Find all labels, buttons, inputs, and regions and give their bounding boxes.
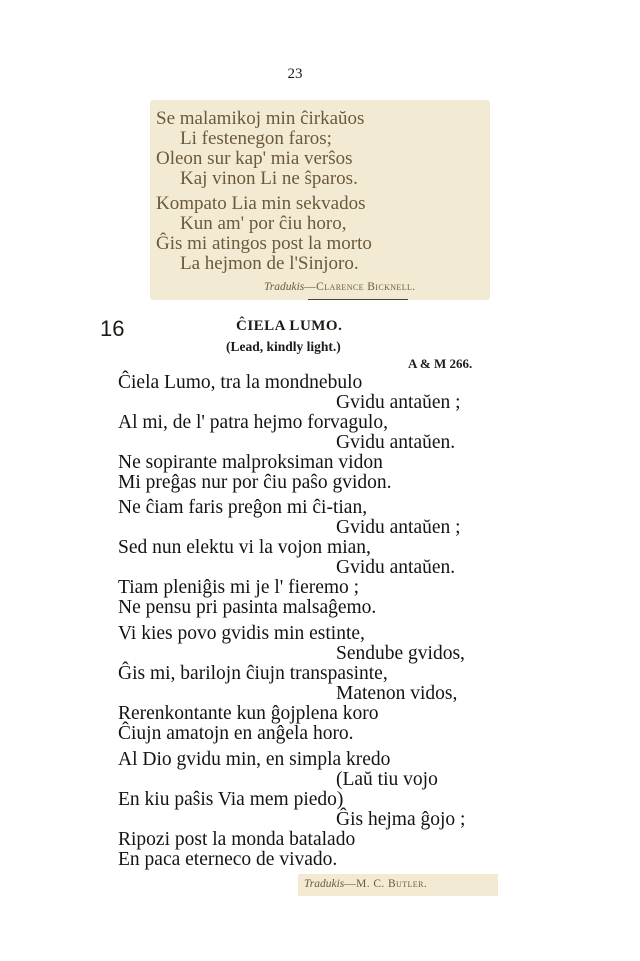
verse-line: En kiu paŝis Via mem piedo) <box>118 789 344 810</box>
verse-line: Al Dio gvidu min, en simpla kredo <box>118 749 391 770</box>
verse-line: Kaj vinon Li ne ŝparos. <box>180 168 358 189</box>
verse-line: Matenon vidos, <box>336 683 458 704</box>
hymn-subtitle: (Lead, kindly light.) <box>226 339 341 354</box>
hymn-number: 16 <box>100 316 125 341</box>
verse-line: Vi kies povo gvidis min estinte, <box>118 623 365 644</box>
translator-credit <box>264 281 416 293</box>
verse-line: Gvidu antaŭen ; <box>336 392 461 413</box>
verse-line: Se malamikoj min ĉirkaŭos <box>156 108 365 129</box>
verse-line: Ne sopirante malproksiman vidon <box>118 452 383 473</box>
verse-line: La hejmon de l'Sinjoro. <box>180 253 359 274</box>
verse-line: Kompato Lia min sekvados <box>156 193 366 214</box>
tune-reference: A & M 266. <box>408 356 473 371</box>
verse-line: En paca eterneco de vivado. <box>118 849 338 870</box>
verse-line: Rerenkontante kun ĝojplena koro <box>118 703 379 724</box>
verse-line: Ĝis mi, barilojn ĉiujn transpasinte, <box>118 663 388 684</box>
credit-name: —Clarence Bicknell. <box>304 281 416 293</box>
credit-name: —M. C. Butler. <box>344 878 428 890</box>
verse-line: Ĉiela Lumo, tra la mondnebulo <box>118 372 363 393</box>
verse-line: Oleon sur kap' mia verŝos <box>156 148 353 169</box>
verse-line: Al mi, de l' patra hejmo forvagulo, <box>118 412 388 433</box>
verse-line: Gvidu antaŭen ; <box>336 517 461 538</box>
verse-line: Tiam pleniĝis mi je l' fieremo ; <box>118 577 360 598</box>
verse-line: Ne pensu pri pasinta malsaĝemo. <box>118 597 377 618</box>
verse-line: Ĉiujn amatojn en anĝela horo. <box>118 723 354 744</box>
verse-line: Ripozi post la monda batalado <box>118 829 356 850</box>
verse-line: Gvidu antaŭen. <box>336 557 456 578</box>
verse-line: Sed nun elektu vi la vojon mian, <box>118 537 371 558</box>
credit-label: Tradukis <box>264 281 305 293</box>
verse-line: Sendube gvidos, <box>336 643 465 664</box>
verse-line: Kun am' por ĉiu horo, <box>180 213 347 234</box>
section-divider <box>308 299 408 300</box>
translator-credit <box>304 878 427 890</box>
verse-line: Ĝis mi atingos post la morto <box>156 233 372 254</box>
verse-line: (Laŭ tiu vojo <box>336 769 438 790</box>
credit-label: Tradukis <box>304 878 345 890</box>
verse-line: Ĝis hejma ĝojo ; <box>336 809 466 830</box>
hymn-title: ĈIELA LUMO. <box>236 318 343 334</box>
page-number: 23 <box>287 66 303 82</box>
verse-line: Mi preĝas nur por ĉiu paŝo gvidon. <box>118 472 392 493</box>
verse-line: Li festenegon faros; <box>180 128 332 149</box>
verse-line: Gvidu antaŭen. <box>336 432 456 453</box>
verse-line: Ne ĉiam faris preĝon mi ĉi-tian, <box>118 497 368 518</box>
